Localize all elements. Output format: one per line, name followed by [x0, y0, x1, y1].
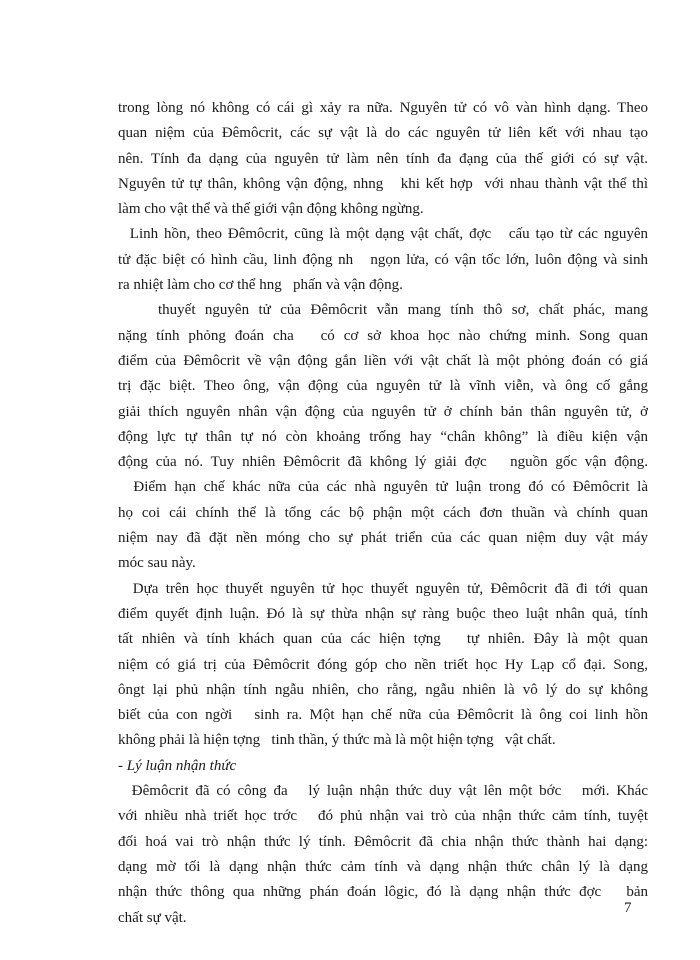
text-line: làm cho vật thể và thế giới vận động không ngừng.	[118, 201, 424, 218]
text-line: động lực tự thân tự nó còn khoảng trống hay “chân không” là điều kiện vận	[118, 428, 648, 445]
text-line: thuyết nguyên tử của Đêmôcrit vẫn mang tính thô sơ, chất phác, mang	[158, 302, 648, 319]
text-line: móc sau này.	[118, 555, 196, 572]
text-line: Đêmôcrit đã có công đa lý luận nhận thức duy vật lên một bớc mới. Khác	[118, 783, 648, 800]
text-line: dạng mờ tối là dạng nhận thức cảm tính và dạng nhận thức chân lý là dạng	[118, 858, 648, 875]
page-number: 7	[624, 900, 632, 916]
text-line: giải thích nguyên nhân vận động của nguyên tử ở chính bản thân nguyên tử, ở	[118, 403, 648, 420]
text-line: tất nhiên và tính khách quan của các hiện tợng tự nhiên. Đây là một quan	[118, 631, 648, 648]
body-text	[118, 96, 648, 931]
text-line: không phải là hiện tợng tinh thần, ý thức mà là một hiện tợng vật chất.	[118, 732, 556, 749]
text-line: nên. Tính đa dạng của nguyên tử làm nên tính đa đạng của thế giới có sự vật.	[118, 150, 648, 167]
text-line: trong lòng nó không có cái gì xảy ra nữa. Nguyên tử có vô vàn hình dạng. Theo	[118, 100, 648, 116]
text-line: đối hoá vai trò nhận thức lý tính. Đêmôcrit đã chia nhận thức thành hai dạng:	[118, 833, 648, 850]
text-line: biết của con ngời sinh ra. Một hạn chế nữa của Đêmôcrit là ông coi linh hồn	[118, 707, 648, 724]
text-line: với nhiều nhà triết học trớc đó phủ nhận vai trò của nhận thức cảm tính, tuyệt	[118, 808, 648, 825]
text-line: điểm của Đêmôcrit về vận động gắn liền với vật chất là một phỏng đoán có giá	[118, 352, 648, 369]
text-line: ôngt lại phủ nhận tính ngẫu nhiên, cho rằng, ngẫu nhiên là vô lý do sự không	[118, 681, 648, 698]
text-line: Dựa trên học thuyết nguyên tử học thuyết nguyên tử, Đêmôcrit đã đi tới quan	[118, 580, 648, 597]
text-line: Linh hồn, theo Đêmôcrit, cũng là một dạng vật chất, đợc cấu tạo từ các nguyên	[118, 226, 648, 243]
text-line: điểm quyết định luận. Đó là sự thừa nhận sự ràng buộc theo luật nhân quả, tính	[118, 605, 648, 622]
text-line: niệm có giá trị của Đêmôcrit đóng góp cho nền triết học Hy Lạp cổ đại. Song,	[118, 656, 648, 673]
text-line: động của nó. Tuy nhiên Đêmôcrit đã không lý giải đợc nguồn gốc vận động.	[118, 454, 648, 471]
section-heading: - Lý luận nhận thức	[118, 757, 237, 774]
right-arrow-outline-icon	[132, 305, 146, 317]
text-line: nặng tính phỏng đoán cha có cơ sở khoa học nào chứng minh. Song quan	[118, 327, 648, 344]
text-line: chất sự vật.	[118, 909, 187, 926]
text-line: ra nhiệt làm cho cơ thể hng phấn và vận động.	[118, 277, 403, 294]
text-line: tử đặc biệt có hình cầu, linh động nh ngọn lửa, có vận tốc lớn, luôn động và sinh	[118, 251, 648, 268]
text-line-with-arrow	[118, 298, 648, 323]
text-line: trị đặc biệt. Theo ông, vận động của nguyên tử là vĩnh viễn, và ông cố gắng	[118, 378, 648, 395]
text-line: họ coi cái chính thể là tổng các bộ phận một cách đơn thuần và chính quan	[118, 504, 648, 521]
text-line: niệm nay đã đặt nền móng cho sự phát triển của các quan niệm duy vật máy	[118, 530, 648, 547]
text-line: quan niệm của Đêmôcrit, các sự vật là do các nguyên tử liên kết với nhau tạo	[118, 125, 648, 142]
text-line: nhận thức thông qua những phán đoán lôgic, đó là dạng nhận thức đợc bản	[118, 884, 648, 901]
text-line: Nguyên tử tự thân, không vận động, nhng khi kết hợp với nhau thành vật thể thì	[118, 175, 648, 192]
text-line: Điểm hạn chế khác nữa của các nhà nguyên tử luận trong đó có Đêmôcrit là	[118, 479, 648, 496]
